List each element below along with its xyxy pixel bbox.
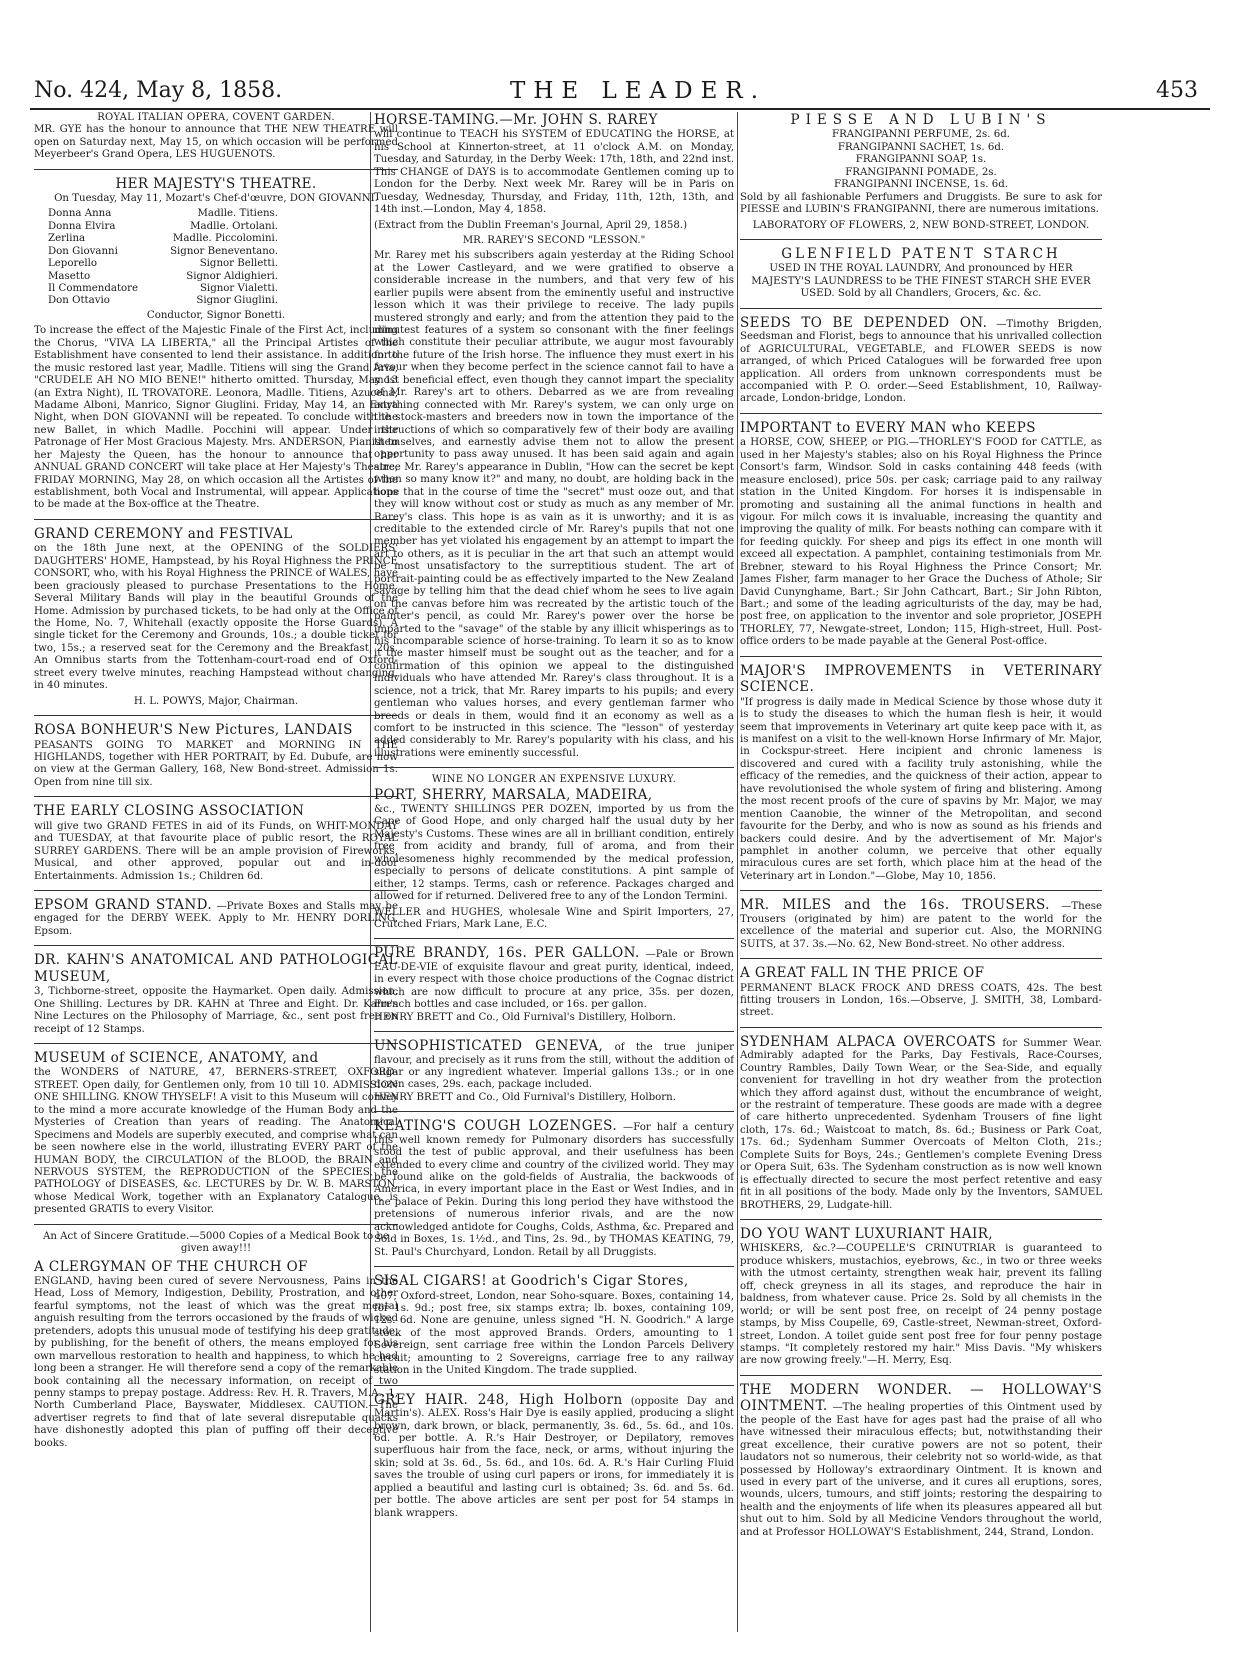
divider bbox=[374, 1031, 734, 1032]
advert-title: THE EARLY CLOSING ASSOCIATION bbox=[34, 803, 305, 820]
divider bbox=[374, 767, 734, 768]
cast-row: Il Commendatore Signor Vialetti. bbox=[48, 283, 278, 295]
divider bbox=[740, 656, 1102, 657]
advert-clergyman bbox=[34, 1231, 398, 1450]
divider bbox=[34, 1224, 398, 1225]
advert-heading: WINE NO LONGER AN EXPENSIVE LUXURY. bbox=[431, 774, 677, 786]
divider bbox=[34, 796, 398, 797]
advert-signature: HENRY BRETT and Co., Old Furnival's Distillery, Holborn. bbox=[374, 1011, 676, 1023]
advert-body: PERMANENT BLACK FROCK AND DRESS COATS, 42s. The best fitting trousers in London, 16s.—Observe, J. SMITH, 38, Lombard-street. bbox=[740, 982, 1102, 1019]
article-subtitle: MR. RAREY'S SECOND "LESSON." bbox=[462, 234, 646, 246]
cast-row: Donna Anna Madlle. Titiens. bbox=[48, 208, 278, 220]
advert-epsom bbox=[34, 897, 398, 938]
advert-miles-trousers bbox=[740, 897, 1102, 951]
advert-body: 3, Tichborne-street, opposite the Haymarket. Open daily. Admission, One Shilling. Lectures by DR. KAHN at Three and Eight. Dr. Kahn's Nine Lectures on the Philosophy of Marriage, &c., sent post free on receipt of 12 Stamps. bbox=[34, 986, 398, 1035]
divider bbox=[34, 1043, 398, 1044]
cast-list bbox=[34, 208, 398, 308]
advert-body: of the true juniper flavour, and precisely as it runs from the still, without the addition of sugar or any ingredient whatever. Imperial gallons 13s.; or in one dozen cases, 29s. each, package included. bbox=[374, 1042, 734, 1091]
advert-body: —The healing properties of this Ointment used by the people of the East have for ages past had the praise of all who have witnessed their miraculous effects; but, notwithstanding their great excellence, their curative powers are not so potent, their laudators not so numerous, their celebrity not so world-wide, as that possessed by Holloway's extraordinary Ointment. It is known and used in every part of the universe, and it cures all eruptions, sores, wounds, ulcers, tumours, and stiff joints; restoring the despairing to health and the enjoyments of life when its pleasures appeared all but shut out to him. Sold by all Medicine Vendors throughout the world, and at Professor HOLLOWAY'S Establishment, 244, Strand, London. bbox=[740, 1402, 1102, 1538]
advert-major-veterinary bbox=[740, 663, 1102, 884]
advert-glenfield-starch bbox=[740, 246, 1102, 301]
advert-body: "If progress is daily made in Medical Science by those whose duty it is to study the diseases to which the human flesh is heir, it would seem that improvements in Veterinary art quite keep pace with it, as is manifest on a visit to the well-known Horse Infirmary of Mr. Major, in Cockspur-street. Here incipient and chronic lameness is discovered and cured with a facility truly astonishing, while the efficacy of the remedies, and the quickness of their action, appear to have revolutionised the whole system of firing and blistering. Among the most recent proofs of the cure of spavins by Mr. Major, we may mention Caanobie, the winner of the Metropolitan, and second favourite for the Derby, and who is now as sound as his friends and backers could desire. And by the advertisement of Mr. Major's pamphlet in another column, we perceive that other equally miraculous cures are set forth, which place him at the head of the Veterinary art in London."—Globe, May 10, 1856. bbox=[740, 696, 1102, 882]
cast-row: Leporello Signor Belletti. bbox=[48, 258, 278, 270]
advert-grey-hair bbox=[374, 1392, 734, 1520]
advert-title: UNSOPHISTICATED GENEVA, bbox=[374, 1038, 604, 1055]
advert-holloway bbox=[740, 1382, 1102, 1539]
advert-title: GREY HAIR. 248, High Holborn bbox=[374, 1391, 623, 1408]
advert-opera bbox=[34, 112, 398, 162]
header-rule bbox=[30, 108, 1210, 110]
advert-grand-ceremony bbox=[34, 526, 398, 708]
advert-wine bbox=[374, 774, 734, 931]
advert-body: —Pale or Brown EAU-DE-VIE of exquisite flavour and great purity, identical, indeed, in every respect with those choice productions of the Cognac district which are now difficult to procure at any price, 35s. per dozen, French bottles and case included, or 16s. per gallon. bbox=[374, 949, 734, 1011]
advert-title: PURE BRANDY, 16s. PER GALLON. bbox=[374, 945, 640, 962]
advert-signature: WELLER and HUGHES, wholesale Wine and Spirit Importers, 27, Crutched Friars, Mark Lane, E.C. bbox=[374, 906, 734, 930]
divider bbox=[34, 169, 398, 170]
advert-body: ENGLAND, having been cured of severe Nervousness, Pains in the Head, Loss of Memory, Indigestion, Debility, Prostration, and other fearful symptoms, not the least of which was the great mental anguish resulting from the terrors occasioned by the frauds of wicked pretenders, adopts this unusual mode of testifying his deep gratitude, by publishing, for the benefit of others, the means employed for his own marvellous restoration to health and happiness, to which he had long been a stranger. He will therefore send a copy of the remarkable book containing all the necessary information, on receipt of two penny stamps to prepay postage. Address: Rev. H. R. Travers, M.A., 1, North Cumberland Place, Bayswater, Middlesex. CAUTION.—The advertiser regrets to find that of late several disreputable quacks have dishonestly adopted this plan of puffing off their deceptive books. bbox=[34, 1276, 398, 1449]
advert-title: HORSE-TAMING.—Mr. JOHN S. RAREY bbox=[374, 112, 658, 128]
advert-brandy bbox=[374, 945, 734, 1024]
page-header bbox=[30, 78, 1210, 106]
advert-title: DR. KAHN'S ANATOMICAL AND PATHOLOGICAL MUSEUM, bbox=[34, 952, 398, 985]
advert-preface: An Act of Sincere Gratitude.—5000 Copies of a Medical Book to be given away!!! bbox=[43, 1230, 389, 1255]
article-body: Mr. Rarey met his subscribers again yesterday at the Riding School at the Lower Castleyard, and we were gratified to observe a considerable increase in the numbers, and that very few of his earlier pupils were absent from the eminently useful and instructive lesson which it was their privilege to receive. The lady pupils mustered strongly and early; and from the attention they paid to the minutest features of a system so consonant with the finer feelings which constitute their peculiar attribute, we augur most favourably for the future of the Irish horse. The influence they must exert in his favour when they become perfect in the science cannot fail to have a most beneficial effect, even though they cannot impart the speciality of Mr. Rarey's art to others. Debarred as we are from revealing anything connected with Mr. Rarey's system, we can only urge on the stock-masters and breeders now in town the importance of the instructions of which so comparatively few of their body are availing themselves, and earnestly advise them not to allow the present opportunity to pass away unused. It has been said again and again since Mr. Rarey's appearance in Dublin, "How can the secret be kept when so many know it?" and many, no doubt, are holding back in the hope that in the course of time the "secret" must ooze out, and that they will know without cost or study as much as any member of Mr. Rarey's class. This hope is as vain as it is unworthy; and it is as creditable to the extended circle of Mr. Rarey's pupils that not one member has yet violated his engagement by an attempt to impart the art to others, as it is peculiar in the art that such an attempt would be most unsatisfactory to the surreptitious student. The art of portrait-painting could be as effectively imparted to the New Zealand savage by telling him that the dead chief whom he sees to live again on the canvas before him was recreated by the artistic touch of the painter's pencil, as could Mr. Rarey's power over the horse be imparted to the "savage" of the stable by any illicit whisperings as to his incomparable science of horse-training. To learn it so as to know it the master himself must be sought out as the teacher, and for a confirmation of this opinion we appeal to the distinguished individuals who have attended Mr. Rarey's class throughout. It is a science, not a trick, that Mr. Rarey imparts to his pupils; and every gentleman who values horses, and every gentleman farmer who breeds or deals in them, would find it an economy as well as a comfort to be instructed in this science. The "lesson" of yesterday added considerably to Mr. Rarey's popularity with his class, and his illustrations were eminently successful. bbox=[374, 250, 734, 759]
advert-signature: HENRY BRETT and Co., Old Furnival's Distillery, Holborn. bbox=[374, 1091, 676, 1103]
advert-body: 407, Oxford-street, London, near Soho-square. Boxes, containing 14, for 1s. 9d.; post free, six stamps extra; lb. boxes, containing 109, 12s. 6d. None are genuine, unless signed "H. N. Goodrich." A large stock of the most approved Brands. Orders, amounting to 1 Sovereign, sent carriage free within the London Parcels Delivery circuit; amounting to 2 Sovereigns, carriage free to any railway station in the United Kingdom. The trade supplied. bbox=[374, 1290, 734, 1377]
advert-title: KEATING'S COUGH LOZENGES. bbox=[374, 1118, 618, 1135]
advert-body: will continue to TEACH his SYSTEM of EDUCATING the HORSE, at his School at Kinnerton-street, at 11 o'clock A.M. on Monday, Tuesday, and Saturday, in the Derby Week: 17th, 18th, and 22nd inst. This CHANGE of DAYS is to accommodate Gentlemen coming up to London for the Derby. Next week Mr. Rarey will be in Paris on Tuesday, Wednesday, Thursday, and Friday, 11th, 12th, 13th, and 14th inst.—London, May 4, 1858. bbox=[374, 129, 734, 216]
divider bbox=[34, 715, 398, 716]
advert-body: —Timothy Brigden, Seedsman and Florist, begs to announce that his unrivalled collection of AGRICULTURAL, VEGETABLE, and FLOWER SEEDS is now arranged, of which Priced Catalogues will be forwarded free upon application. All orders from unknown correspondents must be accompanied with P. O. order.—Seed Establishment, 10, Railway-arcade, London-bridge, London. bbox=[740, 318, 1102, 405]
cast-row: Masetto Signor Aldighieri. bbox=[48, 270, 278, 282]
advert-title: MR. MILES and the 16s. TROUSERS. bbox=[740, 897, 1050, 914]
advert-body: Sold by all fashionable Perfumers and Druggists. Be sure to ask for PIESSE and LUBIN'S FRANGIPANNI, there are numerous imitations. bbox=[740, 191, 1102, 216]
cast-row: Don Ottavio Signor Giuglini. bbox=[48, 295, 278, 307]
advert-title: GRAND CEREMONY and FESTIVAL bbox=[34, 525, 293, 542]
advert-body: will give two GRAND FETES in aid of its Funds, on WHIT-MONDAY and TUESDAY, at that favourite place of public resort, the ROYAL SURREY GARDENS. There will be an ample provision of Fireworks, Musical, and other approved, popular out and in-door Entertainments. Admission 1s.; Children 6d. bbox=[34, 820, 398, 882]
cast-row: Don Giovanni Signor Beneventano. bbox=[48, 245, 278, 257]
advert-sisal-cigars bbox=[374, 1273, 734, 1378]
article-source: (Extract from the Dublin Freeman's Journal, April 29, 1858.) bbox=[374, 219, 688, 231]
advert-title: THE MODERN WONDER. — HOLLOWAY'S OINTMENT. bbox=[740, 1381, 1102, 1415]
column-3 bbox=[740, 112, 1102, 1632]
cast-row: Zerlina Madlle. Piccolomini. bbox=[48, 233, 278, 245]
divider bbox=[740, 413, 1102, 414]
advert-title: IMPORTANT to EVERY MAN who KEEPS bbox=[740, 419, 1036, 436]
advert-title: DO YOU WANT LUXURIANT HAIR, bbox=[740, 1225, 993, 1242]
issue-line: No. 424, May 8, 1858. bbox=[34, 78, 283, 103]
column-1 bbox=[34, 112, 398, 1632]
divider bbox=[740, 1375, 1102, 1376]
divider bbox=[740, 239, 1102, 240]
advert-body: on the 18th June next, at the OPENING of the SOLDIERS' DAUGHTERS' HOME, Hampstead, by his Royal Highness the PRINCE CONSORT, who, with his Royal Highness the PRINCE of WALES, have been graciously pleased to purchase Presentations to the Home. Several Military Bands will play in the beautiful Grounds of the Home. Admission by purchased tickets, to be had only at the Office of the Home, No. 7, Whitehall (exactly opposite the Horse Guards). A single ticket for the Ceremony and Grounds, 10s.; a double ticket for two, 15s.; a reserved seat for the Ceremony and the Breakfast, 20s. An Omnibus starts from the Tottenham-court-road end of Oxford-street every twelve minutes, reaching Hampstead without changing, in 40 minutes. bbox=[34, 543, 398, 692]
advert-intro: On Tuesday, May 11, Mozart's Chef-d'œuvre, DON GIOVANNI. bbox=[54, 192, 378, 204]
product-item: FRANGIPANNI POMADE, 2s. bbox=[845, 166, 997, 178]
advert-body: —Private Boxes and Stalls may be engaged for the DERBY WEEK. Apply to Mr. HENRY DORLING, Epsom. bbox=[34, 900, 398, 937]
advert-luxuriant-hair bbox=[740, 1226, 1102, 1368]
divider bbox=[374, 1266, 734, 1267]
advert-title: GLENFIELD PATENT STARCH bbox=[781, 245, 1061, 262]
divider bbox=[740, 1219, 1102, 1220]
advert-title: MAJOR'S IMPROVEMENTS in VETERINARY SCIENCE. bbox=[740, 662, 1102, 696]
divider bbox=[374, 1385, 734, 1386]
page-number: 453 bbox=[1156, 78, 1198, 103]
advert-title: SEEDS TO BE DEPENDED ON. bbox=[740, 314, 988, 331]
advert-body: To increase the effect of the Majestic Finale of the First Act, including the Chorus, "VIVA LA LIBERTA," all the Principal Artistes of the Establishment have consented to lend their assistance. In addition to the music restored last year, Madlle. Titiens will sing the Grand Aria, "CRUDELE AH NO MIO BENE!" hitherto omitted. Thursday, May 13 (an Extra Night), IL TROVATORE. Leonora, Madlle. Titiens, Azucena, Madame Alboni, Manrico, Signor Giuglini. Friday, May 14, an Extra Night, when DON GIOVANNI will be repeated. To conclude with the new Ballet, in which Madlle. Pocchini will appear. Under the Patronage of Her Most Gracious Majesty. Mrs. ANDERSON, Pianist to her Majesty the Queen, has the honour to announce that her ANNUAL GRAND CONCERT will take place at Her Majesty's Theatre, FRIDAY MORNING, May 28, on which occasion all the Artistes of the establishment, both Vocal and Instrumental, will appear. Applications to be made at the Box-office at the Theatre. bbox=[34, 325, 398, 511]
product-item: FRANGIPANNI SACHET, 1s. 6d. bbox=[837, 141, 1005, 153]
advert-title: EPSOM GRAND STAND. bbox=[34, 896, 213, 913]
masthead-title: THE LEADER. bbox=[510, 78, 767, 104]
advert-body: for Summer Wear. Admirably adapted for the Parks, Day Festivals, Race-Courses, Country Rambles, Daily Town Wear, or the Sea-Side, and equally convenient for travelling in hot dry weather from the protection which they afford against dust, without the encumbrance of weight, or the restraint of temperature. These goods are made with a degree of care hitherto unprecedented. Sydenham Trousers of fine light cloth, 17s. 6d.; Waistcoat to match, 8s. 6d.; Business or Park Coat, 17s. 6d.; Sydenham Summer Overcoats of Melton Cloth, 21s.; Complete Suits for Boys, 24s.; Gentlemen's complete Evening Dress or Opera Suit, 63s. The Sydenham construction as is now well known is effectually directed to secure the most perfect retentive and easy fit in all positions of the body. Made only by the Inventors, SAMUEL BROTHERS, 29, Ludgate-hill. bbox=[740, 1037, 1102, 1211]
advert-horse-taming bbox=[374, 112, 734, 760]
column-2 bbox=[374, 112, 734, 1632]
divider bbox=[34, 945, 398, 946]
advert-geneva bbox=[374, 1038, 734, 1104]
divider bbox=[740, 890, 1102, 891]
advert-museum-of-science bbox=[34, 1050, 398, 1217]
advert-kahn-museum bbox=[34, 952, 398, 1036]
advert-title: A CLERGYMAN OF THE CHURCH OF bbox=[34, 1258, 308, 1275]
conductor-line: Conductor, Signor Bonetti. bbox=[146, 309, 286, 321]
advert-body: —These Trousers (originated by him) are patent to the world for the excellence of the material and superior cut. Also, the MORNING SUITS, at 37. 3s.—No. 62, New Bond-street. No other address. bbox=[740, 901, 1102, 950]
advert-title: MUSEUM of SCIENCE, ANATOMY, and bbox=[34, 1049, 319, 1066]
advert-title: PORT, SHERRY, MARSALA, MADEIRA, bbox=[374, 786, 653, 803]
advert-body: (opposite Day and Martin's). ALEX. Ross's Hair Dye is easily applied, producing a slight brown, dark brown, or black, permanently, 3s. 6d., 5s. 6d., and 10s. 6d. per bottle. A. R.'s Hair Destroyer, or Depilatory, removes superfluous hair from the face, neck, or arms, without injuring the skin; sold at 3s. 6d., 5s. 6d., and 10s. 6d. A. R.'s Hair Curling Fluid saves the trouble of using curl papers or irons, for immediately it is applied a beautiful and lasting curl is obtained; 3s. 6d. and 5s. 6d. per bottle. The above articles are sent per post for 54 stamps in blank wrappers. bbox=[374, 1395, 734, 1519]
advert-great-fall bbox=[740, 965, 1102, 1020]
advert-body: USED IN THE ROYAL LAUNDRY, And pronounced by HER MAJESTY'S LAUNDRESS to be THE FINEST STARCH SHE EVER USED. Sold by all Chandlers, Grocers, &c. &c. bbox=[751, 263, 1091, 300]
advert-heading: ROYAL ITALIAN OPERA, COVENT GARDEN. bbox=[97, 112, 335, 123]
advert-seeds bbox=[740, 315, 1102, 406]
advert-body: PEASANTS GOING TO MARKET and MORNING IN THE HIGHLANDS, together with HER PORTRAIT, by Ed. Dubufe, are now on view at the German Gallery, 168, New Bond-street. Admission 1s. Open from nine till six. bbox=[34, 739, 398, 788]
advert-signature: H. L. POWYS, Major, Chairman. bbox=[133, 695, 299, 707]
advert-sydenham bbox=[740, 1034, 1102, 1212]
divider bbox=[34, 890, 398, 891]
advert-title: HER MAJESTY'S THEATRE. bbox=[115, 175, 317, 192]
divider bbox=[740, 308, 1102, 309]
advert-title: PIESSE AND LUBIN'S bbox=[790, 112, 1052, 128]
advert-keating bbox=[374, 1118, 734, 1259]
divider bbox=[34, 519, 398, 520]
advert-rosa-bonheur bbox=[34, 722, 398, 789]
advert-title: SYDENHAM ALPACA OVERCOATS bbox=[740, 1033, 997, 1050]
divider bbox=[374, 1111, 734, 1112]
divider bbox=[374, 938, 734, 939]
advert-title: SISAL CIGARS! at Goodrich's Cigar Stores, bbox=[374, 1273, 689, 1290]
advert-title: A GREAT FALL IN THE PRICE OF bbox=[740, 965, 985, 982]
advert-body: the WONDERS of NATURE, 47, BERNERS-STREET, OXFORD-STREET. Open daily, for Gentlemen only, from 10 till 10. ADMISSION ONE SHILLING. KNOW THYSELF! A visit to this Museum will convey to the mind a more accurate knowledge of the Human Body and the Mysteries of Creation than years of reading. The Anatomical Specimens and Models are superbly executed, and comprise what can be seen nowhere else in the world, illustrating EVERY PART of the HUMAN BODY, the CIRCULATION of the BLOOD, the BRAIN and NERVOUS SYSTEM, the REPRODUCTION of the SPECIES, the PATHOLOGY of DISEASES, &c. LECTURES by Dr. W. B. MARSTON, whose Medical Work, together with an Explanatory Catalogue, is presented GRATIS to every Visitor. bbox=[34, 1067, 398, 1216]
divider bbox=[740, 958, 1102, 959]
product-item: FRANGIPANNI INCENSE, 1s. 6d. bbox=[834, 179, 1008, 191]
advert-her-majestys-theatre bbox=[34, 176, 398, 512]
cast-row: Donna Elvira Madlle. Ortolani. bbox=[48, 220, 278, 232]
advert-early-closing bbox=[34, 803, 398, 883]
advert-body: —For half a century this well known remedy for Pulmonary disorders has successfully stood the test of public approval, and their usefulness has been extended to every clime and country of the civilized world. They may be found alike on the gold-fields of Australia, the backwoods of America, in every important place in the East or West Indies, and in the palace of Pekin. During this long period they have withstood the pretensions of numerous inferior rivals, and are the now acknowledged antidote for Coughs, Colds, Asthma, &c. Prepared and Sold in Boxes, 1s. 1½d., and Tins, 2s. 9d., by THOMAS KEATING, 79, St. Paul's Churchyard, London. Retail by all Druggists. bbox=[374, 1122, 734, 1258]
column-divider bbox=[737, 112, 738, 1632]
advert-body: WHISKERS, &c.?—COUPELLE'S CRINUTRIAR is guaranteed to produce whiskers, mustachios, eyebrows, &c., in two or three weeks with the utmost certainty, strengthen weak hair, prevent its falling off, check greyness in all its stages, and reproduce the hair in baldness, from whatever cause. Price 2s. Sold by all chemists in the world; or will be sent post free, on receipt of 24 penny postage stamps, by Miss Coupelle, 69, Castle-street, Newman-street, Oxford-street, London. A toilet guide sent post free for four penny postage stamps. "It completely restored my hair." Miss Davis. "My whiskers are now growing freely."—H. Merry, Esq. bbox=[740, 1243, 1102, 1367]
advert-body: a HORSE, COW, SHEEP, or PIG.—THORLEY'S FOOD for CATTLE, as used in her Majesty's stables; also on his Royal Highness the Prince Consort's farm, Windsor. Sold in casks containing 448 feeds (with measure enclosed), price 50s. per cask; carriage paid to any railway station in the United Kingdom. For horses it is indispensable in promoting and sustaining all the animal functions in health and vigour. For milch cows it is invaluable, increasing the quantity and improving the quality of milk. For beasts nothing can compare with it for feeding quickly. For sheep and pigs its effect in one month will exceed all expectation. A pamphlet, containing testimonials from Mr. Brebner, steward to his Royal Highness the Prince Consort; Mr. James Fisher, farm manager to her Grace the Duchess of Athole; Sir David Cunynghame, Bart.; Sir John Cathcart, Bart.; Sir John Ribton, Bart.; and some of the leading agriculturists of the day, may be had, post free, on application to the inventor and sole proprietor, JOSEPH THORLEY, 77, Newgate-street, London; 115, High-street, Hull. Post-office orders to be made payable at the General Post-office. bbox=[740, 437, 1102, 648]
advert-piesse-lubin bbox=[740, 112, 1102, 232]
divider bbox=[740, 1027, 1102, 1028]
advert-title: ROSA BONHEUR'S New Pictures, LANDAIS bbox=[34, 722, 353, 739]
advert-thorley-food bbox=[740, 420, 1102, 649]
advert-body: &c., TWENTY SHILLINGS PER DOZEN, imported by us from the Cape of Good Hope, and only charged half the usual duty by her Majesty's Customs. These wines are all in brilliant condition, entirely free from acidity and brandy, full of aroma, and from their wholesomeness highly recommended by the medical profession, especially to persons of delicate constitutions. A pint sample of either, 12 stamps. Terms, cash or reference. Packages charged and allowed for if returned. Delivered free to any of the London Termini. bbox=[374, 804, 734, 903]
advert-signature: LABORATORY OF FLOWERS, 2, NEW BOND-STREET, LONDON. bbox=[752, 219, 1090, 231]
product-item: FRANGIPANNI SOAP, 1s. bbox=[855, 154, 987, 166]
product-item: FRANGIPANNI PERFUME, 2s. 6d. bbox=[832, 129, 1010, 141]
advert-body: MR. GYE has the honour to announce that THE NEW THEATRE will open on Saturday next, May 15, on which occasion will be performed Meyerbeer's Grand Opera, LES HUGUENOTS. bbox=[34, 124, 398, 161]
